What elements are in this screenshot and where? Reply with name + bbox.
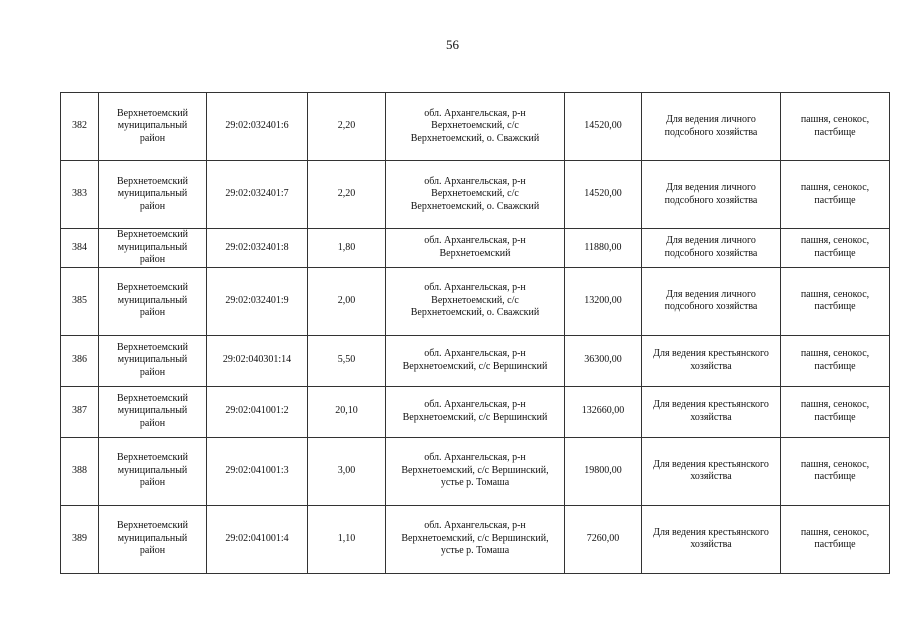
cell-district-line: Верхнетоемский xyxy=(116,392,189,404)
cell-cadastral-number: 29:02:032401:6 xyxy=(207,93,308,161)
cell-permitted-use-line: подсобного хозяйства xyxy=(664,194,758,206)
cell-land-type-line: пастбище xyxy=(814,247,856,259)
cell-cadastral-number: 29:02:041001:4 xyxy=(207,505,308,573)
table-row xyxy=(61,93,890,161)
cell-land-type xyxy=(781,505,890,573)
cell-location-line: Верхнетоемский, с/с xyxy=(431,188,519,200)
cell-district-line: Верхнетоемский xyxy=(116,229,189,240)
cell-number: 388 xyxy=(61,437,99,505)
cell-land-type-line: пастбище xyxy=(814,194,856,206)
cell-location xyxy=(386,161,565,229)
cell-location-line: Верхнетоемский, с/с Вершинский xyxy=(402,411,548,423)
cell-number: 389 xyxy=(61,505,99,573)
cell-area: 20,10 xyxy=(308,386,386,437)
cell-land-type-line: пастбище xyxy=(814,539,856,550)
cell-permitted-use-line: хозяйства xyxy=(690,360,732,372)
cell-cadastral-number: 29:02:032401:7 xyxy=(207,161,308,229)
cell-land-type xyxy=(781,93,890,161)
table-row xyxy=(61,335,890,386)
cell-area: 2,20 xyxy=(308,161,386,229)
cell-district-line: муниципальный xyxy=(117,188,188,200)
cell-land-type-line: пастбище xyxy=(814,301,856,312)
cell-district xyxy=(99,93,207,161)
cell-district-line: муниципальный xyxy=(117,532,188,544)
cell-location-line: Верхнетоемский, с/с xyxy=(431,294,519,306)
cell-land-type xyxy=(781,267,890,335)
cell-district-line: Верхнетоемский xyxy=(116,452,189,464)
cell-permitted-use xyxy=(642,386,781,437)
cell-district-line: муниципальный xyxy=(117,354,188,366)
cell-location-line: Верхнетоемский, о. Сважский xyxy=(410,307,540,319)
cell-cadastral-number: 29:02:032401:9 xyxy=(207,267,308,335)
table-row xyxy=(61,505,890,573)
cell-location xyxy=(386,386,565,437)
table-row xyxy=(61,161,890,229)
cell-location-line: обл. Архангельская, р-н xyxy=(424,107,526,119)
cell-district xyxy=(99,335,207,386)
cell-district xyxy=(99,437,207,505)
cell-district xyxy=(99,505,207,573)
cell-location-line: Верхнетоемский xyxy=(439,247,511,259)
cell-permitted-use-line: подсобного хозяйства xyxy=(664,247,758,259)
cell-permitted-use-line: хозяйства xyxy=(690,411,732,423)
cell-district xyxy=(99,161,207,229)
cell-number: 383 xyxy=(61,161,99,229)
cell-land-type-line: пашня, сенокос, xyxy=(800,526,870,538)
cell-permitted-use xyxy=(642,93,781,161)
cell-district-line: муниципальный xyxy=(117,294,188,306)
cell-district xyxy=(99,267,207,335)
cell-location xyxy=(386,93,565,161)
cell-number: 382 xyxy=(61,93,99,161)
cell-area: 3,00 xyxy=(308,437,386,505)
cell-permitted-use-line: подсобного хозяйства xyxy=(664,301,758,312)
cell-area: 2,20 xyxy=(308,93,386,161)
cell-permitted-use xyxy=(642,335,781,386)
cell-district-line: Верхнетоемский xyxy=(116,282,189,294)
cell-land-type-line: пашня, сенокос, xyxy=(800,182,870,193)
cell-permitted-use xyxy=(642,437,781,505)
cell-price: 14520,00 xyxy=(565,93,642,161)
cell-price: 36300,00 xyxy=(565,335,642,386)
cell-location-line: устье р. Томаша xyxy=(440,545,510,557)
cell-location-line: Верхнетоемский, о. Сважский xyxy=(410,132,540,144)
cell-location-line: обл. Архангельская, р-н xyxy=(424,452,526,464)
cell-permitted-use-line: Для ведения крестьянского xyxy=(653,458,769,470)
cell-area: 1,80 xyxy=(308,229,386,268)
cell-district-line: район xyxy=(139,417,166,429)
table-row xyxy=(61,437,890,505)
cell-district xyxy=(99,386,207,437)
cell-permitted-use-line: хозяйства xyxy=(690,539,732,550)
cell-location-line: обл. Архангельская, р-н xyxy=(424,520,526,532)
cell-number: 384 xyxy=(61,229,99,268)
cell-price: 7260,00 xyxy=(565,505,642,573)
cell-permitted-use xyxy=(642,267,781,335)
cell-district-line: район xyxy=(139,307,166,319)
cell-location xyxy=(386,335,565,386)
cell-cadastral-number: 29:02:040301:14 xyxy=(207,335,308,386)
table-row xyxy=(61,229,890,268)
cell-land-type-line: пастбище xyxy=(814,411,856,423)
cell-land-type-line: пашня, сенокос, xyxy=(800,399,870,410)
cell-land-type xyxy=(781,335,890,386)
cell-land-type xyxy=(781,229,890,268)
cell-permitted-use-line: Для ведения личного xyxy=(666,288,756,300)
cell-land-type-line: пашня, сенокос, xyxy=(800,114,870,125)
cell-cadastral-number: 29:02:041001:3 xyxy=(207,437,308,505)
cell-district-line: район xyxy=(139,200,166,212)
cell-location-line: устье р. Томаша xyxy=(440,477,510,489)
cell-number: 386 xyxy=(61,335,99,386)
cell-district-line: район xyxy=(139,132,166,144)
cell-district-line: Верхнетоемский xyxy=(116,175,189,187)
table-row xyxy=(61,267,890,335)
cell-district-line: Верхнетоемский xyxy=(116,341,189,353)
cell-location xyxy=(386,267,565,335)
cell-location-line: обл. Архангельская, р-н xyxy=(424,175,526,187)
cell-price: 11880,00 xyxy=(565,229,642,268)
cell-permitted-use-line: Для ведения личного xyxy=(666,235,756,247)
cell-area: 5,50 xyxy=(308,335,386,386)
cell-permitted-use xyxy=(642,161,781,229)
cell-location-line: обл. Архангельская, р-н xyxy=(424,282,526,294)
cell-permitted-use-line: Для ведения личного xyxy=(666,114,756,125)
cell-number: 385 xyxy=(61,267,99,335)
cell-land-type-line: пашня, сенокос, xyxy=(800,235,870,247)
cell-permitted-use-line: Для ведения личного xyxy=(666,182,756,193)
cell-price: 19800,00 xyxy=(565,437,642,505)
table-row xyxy=(61,386,890,437)
cell-price: 14520,00 xyxy=(565,161,642,229)
cell-permitted-use xyxy=(642,229,781,268)
cell-area: 2,00 xyxy=(308,267,386,335)
cell-land-type xyxy=(781,386,890,437)
cell-land-type-line: пашня, сенокос, xyxy=(800,348,870,359)
cell-location-line: обл. Архангельская, р-н xyxy=(424,348,526,359)
cell-location xyxy=(386,229,565,268)
cell-price: 132660,00 xyxy=(565,386,642,437)
cell-location-line: Верхнетоемский, с/с Вершинский, xyxy=(401,464,549,476)
cell-location-line: Верхнетоемский, о. Сважский xyxy=(410,200,540,212)
cell-land-type xyxy=(781,437,890,505)
cell-land-type-line: пашня, сенокос, xyxy=(800,458,870,470)
page-number: 56 xyxy=(446,37,459,52)
cell-permitted-use-line: хозяйства xyxy=(690,471,732,482)
cell-district-line: район xyxy=(139,254,166,265)
cell-land-type xyxy=(781,161,890,229)
cell-location xyxy=(386,437,565,505)
cell-permitted-use-line: Для ведения крестьянского xyxy=(653,526,769,538)
cell-area: 1,10 xyxy=(308,505,386,573)
cell-land-type-line: пастбище xyxy=(814,471,856,482)
cell-number: 387 xyxy=(61,386,99,437)
cell-price: 13200,00 xyxy=(565,267,642,335)
cell-district-line: муниципальный xyxy=(117,464,188,476)
cell-district-line: район xyxy=(139,366,166,378)
cell-permitted-use-line: подсобного хозяйства xyxy=(664,126,758,138)
cell-location-line: обл. Архангельская, р-н xyxy=(424,235,526,247)
cell-location-line: Верхнетоемский, с/с xyxy=(431,120,519,132)
cell-district-line: Верхнетоемский xyxy=(116,107,189,119)
cell-location xyxy=(386,505,565,573)
land-plots-table xyxy=(60,92,890,574)
cell-district-line: муниципальный xyxy=(117,405,188,417)
cell-district-line: район xyxy=(139,477,166,489)
cell-location-line: Верхнетоемский, с/с Вершинский xyxy=(402,360,548,372)
cell-permitted-use-line: Для ведения крестьянского xyxy=(653,399,769,410)
cell-location-line: Верхнетоемский, с/с Вершинский, xyxy=(401,532,549,544)
cell-land-type-line: пастбище xyxy=(814,126,856,138)
cell-permitted-use xyxy=(642,505,781,573)
cell-location-line: обл. Архангельская, р-н xyxy=(424,399,526,410)
cell-district xyxy=(99,229,207,268)
cell-land-type-line: пастбище xyxy=(814,360,856,372)
cell-cadastral-number: 29:02:032401:8 xyxy=(207,229,308,268)
cell-cadastral-number: 29:02:041001:2 xyxy=(207,386,308,437)
cell-permitted-use-line: Для ведения крестьянского xyxy=(653,348,769,359)
cell-district-line: муниципальный xyxy=(117,241,188,253)
cell-district-line: Верхнетоемский xyxy=(116,520,189,532)
cell-district-line: район xyxy=(139,545,166,557)
cell-district-line: муниципальный xyxy=(117,120,188,132)
cell-land-type-line: пашня, сенокос, xyxy=(800,288,870,300)
